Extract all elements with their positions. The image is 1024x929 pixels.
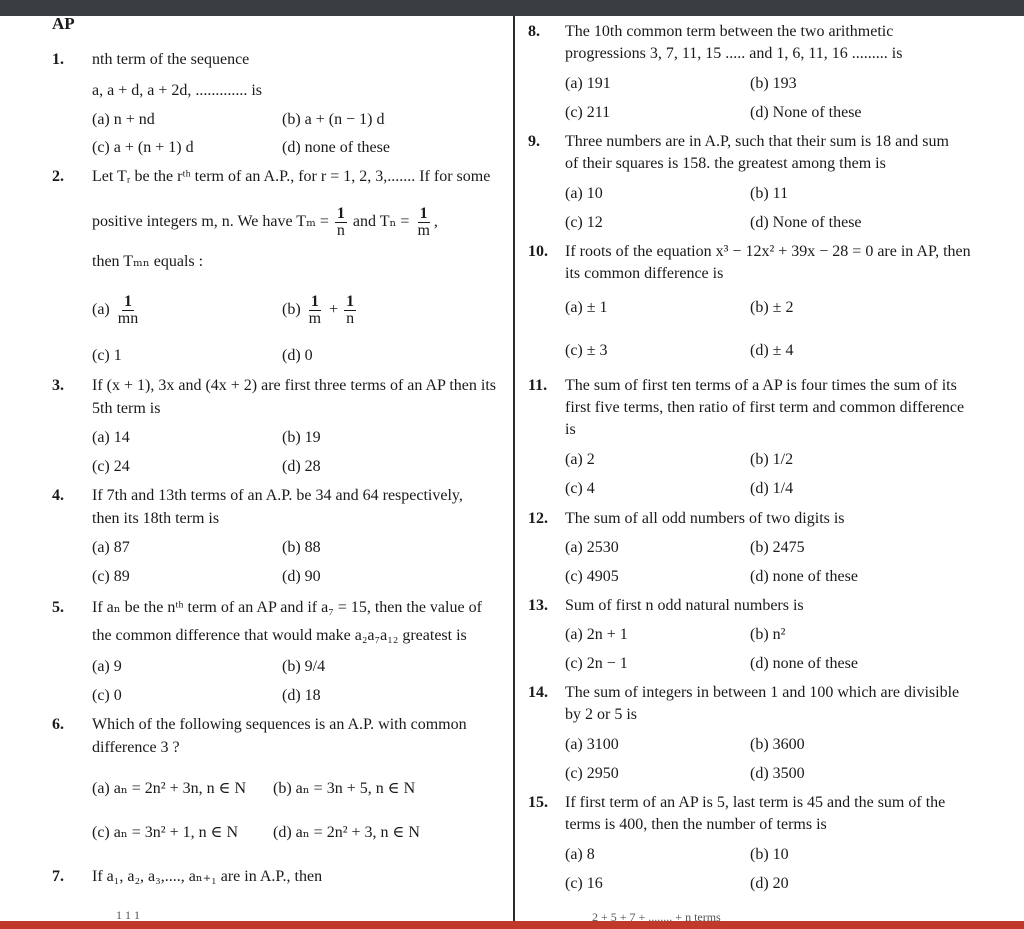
q6-option-a: (a) aₙ = 2n² + 3n, n ∈ N	[92, 780, 247, 797]
q15-option-a: (a) 8	[565, 846, 595, 863]
q2-text-line2-start: positive integers m, n. We have Tₘ =	[92, 213, 329, 231]
q3-text-line1: If (x + 1), 3x and (4x + 2) are first three terms of an AP then its	[92, 377, 497, 394]
q1-text-line2: a, a + d, a + 2d, ............. is	[92, 82, 263, 99]
q2-text-line2-mid: and Tₙ =	[352, 213, 410, 231]
q5-text-line2: the common difference that would make a₂a₇a₁₂ greatest is	[92, 627, 467, 644]
q14-number: 14.	[528, 684, 548, 701]
q11-text-line3: is	[565, 421, 576, 438]
q8-option-d: (d) None of these	[750, 104, 862, 121]
q9-option-b: (b) 11	[750, 185, 789, 202]
q10-text-line1: If roots of the equation x³ − 12x² + 39x − 28 = 0 are in AP, then	[565, 243, 971, 260]
q9-number: 9.	[528, 133, 540, 150]
q12-option-b: (b) 2475	[750, 539, 805, 556]
q1-option-c: (c) a + (n + 1) d	[92, 139, 194, 156]
q15-option-b: (b) 10	[750, 846, 789, 863]
window-top-bar	[0, 0, 1024, 16]
q6-option-c: (c) aₙ = 3n² + 1, n ∈ N	[92, 824, 239, 841]
q11-text-line2: first five terms, then ratio of first term and common difference	[565, 399, 965, 416]
q8-option-b: (b) 193	[750, 75, 797, 92]
q14-option-a: (a) 3100	[565, 736, 619, 753]
q13-option-a: (a) 2n + 1	[565, 626, 628, 643]
q4-option-b: (b) 88	[282, 539, 321, 556]
q15-option-d: (d) 20	[750, 875, 789, 892]
q11-option-a: (a) 2	[565, 451, 595, 468]
q12-text-line1: The sum of all odd numbers of two digits is	[565, 510, 845, 527]
q4-option-a: (a) 87	[92, 539, 130, 556]
q10-option-b: (b) ± 2	[750, 299, 794, 316]
q13-number: 13.	[528, 597, 548, 614]
q4-option-c: (c) 89	[92, 568, 130, 585]
q4-text-line1: If 7th and 13th terms of an A.P. be 34 and 64 respectively,	[92, 487, 463, 504]
q2-option-c: (c) 1	[92, 347, 122, 364]
q5-text-line1: If aₙ be the nᵗʰ term of an AP and if a₇ = 15, then the value of	[92, 599, 482, 616]
q5-option-b: (b) 9/4	[282, 658, 326, 675]
q3-option-d: (d) 28	[282, 458, 321, 475]
q9-option-a: (a) 10	[565, 185, 603, 202]
q5-number: 5.	[52, 599, 64, 616]
q13-text-line1: Sum of first n odd natural numbers is	[565, 597, 804, 614]
q11-option-d: (d) 1/4	[750, 480, 794, 497]
q15-text-line2: terms is 400, then the number of terms is	[565, 816, 827, 833]
q3-option-a: (a) 14	[92, 429, 130, 446]
q2-text-line3: then Tₘₙ equals :	[92, 253, 204, 270]
q6-text-line1: Which of the following sequences is an A.P. with common	[92, 716, 467, 733]
q5-option-a: (a) 9	[92, 658, 122, 675]
q8-option-a: (a) 191	[565, 75, 611, 92]
q2-number: 2.	[52, 168, 64, 185]
q7-number: 7.	[52, 868, 64, 885]
q2-option-a: (a) $\frac{1}{mn}$	[92, 293, 139, 327]
q5-option-d: (d) 18	[282, 687, 321, 704]
q12-number: 12.	[528, 510, 548, 527]
q3-option-c: (c) 24	[92, 458, 130, 475]
q15-text-line1: If first term of an AP is 5, last term is 45 and the sum of the	[565, 794, 946, 811]
column-divider	[513, 16, 515, 921]
q9-text-line1: Three numbers are in A.P, such that their sum is 18 and sum	[565, 133, 949, 150]
q9-option-c: (c) 12	[565, 214, 603, 231]
q2-fraction-1-over-n: $\frac{1}{n}$	[336, 205, 345, 239]
q2-option-d: (d) 0	[282, 347, 313, 364]
q7-text-line1: If a₁, a₂, a₃,...., aₙ₊₁ are in A.P., then	[92, 868, 323, 885]
q1-option-b: (b) a + (n − 1) d	[282, 111, 385, 128]
q15-option-c: (c) 16	[565, 875, 603, 892]
q6-option-d: (d) aₙ = 2n² + 3, n ∈ N	[273, 824, 420, 841]
q10-option-a: (a) ± 1	[565, 299, 608, 316]
q1-option-d: (d) none of these	[282, 139, 390, 156]
q14-option-d: (d) 3500	[750, 765, 805, 782]
q6-text-line2: difference 3 ?	[92, 739, 180, 756]
q6-option-b: (b) aₙ = 3n + 5, n ∈ N	[273, 780, 416, 797]
q6-number: 6.	[52, 716, 64, 733]
q5-option-c: (c) 0	[92, 687, 122, 704]
q8-number: 8.	[528, 23, 540, 40]
q11-text-line1: The sum of first ten terms of a AP is four times the sum of its	[565, 377, 957, 394]
q9-option-d: (d) None of these	[750, 214, 862, 231]
q14-text-line2: by 2 or 5 is	[565, 706, 637, 723]
q2-fraction-1-over-m: $\frac{1}{m}$	[417, 205, 430, 239]
q14-text-line1: The sum of integers in between 1 and 100 which are divisible	[565, 684, 960, 701]
q2-option-b: (b) $\frac{1}{m}$ + $\frac{1}{n}$	[282, 293, 355, 327]
q9-text-line2: of their squares is 158. the greatest among them is	[565, 155, 886, 172]
q8-option-c: (c) 211	[565, 104, 611, 121]
q1-option-a: (a) n + nd	[92, 111, 155, 128]
q1-number: 1.	[52, 51, 64, 68]
q10-option-d: (d) ± 4	[750, 342, 794, 359]
q14-option-c: (c) 2950	[565, 765, 619, 782]
page-heading: AP	[52, 14, 75, 33]
q13-option-d: (d) none of these	[750, 655, 858, 672]
q12-option-a: (a) 2530	[565, 539, 619, 556]
q11-number: 11.	[528, 377, 548, 394]
q7-partial-text-left: 1 1 1	[116, 908, 140, 922]
q14-option-b: (b) 3600	[750, 736, 805, 753]
q2-text-line2: positive integers m, n. We have Tₘ = $\frac{1}{n}$ and Tₙ = $\frac{1}{m}$ ,	[92, 205, 438, 239]
q3-option-b: (b) 19	[282, 429, 321, 446]
q3-number: 3.	[52, 377, 64, 394]
q11-option-c: (c) 4	[565, 480, 595, 497]
q15-number: 15.	[528, 794, 548, 811]
q12-option-d: (d) none of these	[750, 568, 858, 585]
q10-number: 10.	[528, 243, 548, 260]
q10-text-line2: its common difference is	[565, 265, 724, 282]
q13-option-b: (b) n²	[750, 626, 786, 643]
q2-text-line1: Let Tᵣ be the rᵗʰ term of an A.P., for r = 1, 2, 3,....... If for some	[92, 168, 491, 185]
q10-option-c: (c) ± 3	[565, 342, 608, 359]
q1-text-line1: nth term of the sequence	[92, 51, 250, 68]
q4-number: 4.	[52, 487, 64, 504]
q12-option-c: (c) 4905	[565, 568, 619, 585]
q3-text-line2: 5th term is	[92, 400, 161, 417]
q8-text-line1: The 10th common term between the two arithmetic	[565, 23, 894, 40]
q8-text-line2: progressions 3, 7, 11, 15 ..... and 1, 6, 11, 16 ......... is	[565, 45, 903, 62]
bottom-accent-bar	[0, 921, 1024, 929]
q13-option-c: (c) 2n − 1	[565, 655, 628, 672]
q7-partial-text-right: 2 + 5 + 7 + ........ + n terms	[592, 910, 721, 924]
q4-option-d: (d) 90	[282, 568, 321, 585]
q2-option-a-fraction: $\frac{1}{mn}$	[117, 293, 139, 327]
q11-option-b: (b) 1/2	[750, 451, 794, 468]
q4-text-line2: then its 18th term is	[92, 510, 220, 527]
